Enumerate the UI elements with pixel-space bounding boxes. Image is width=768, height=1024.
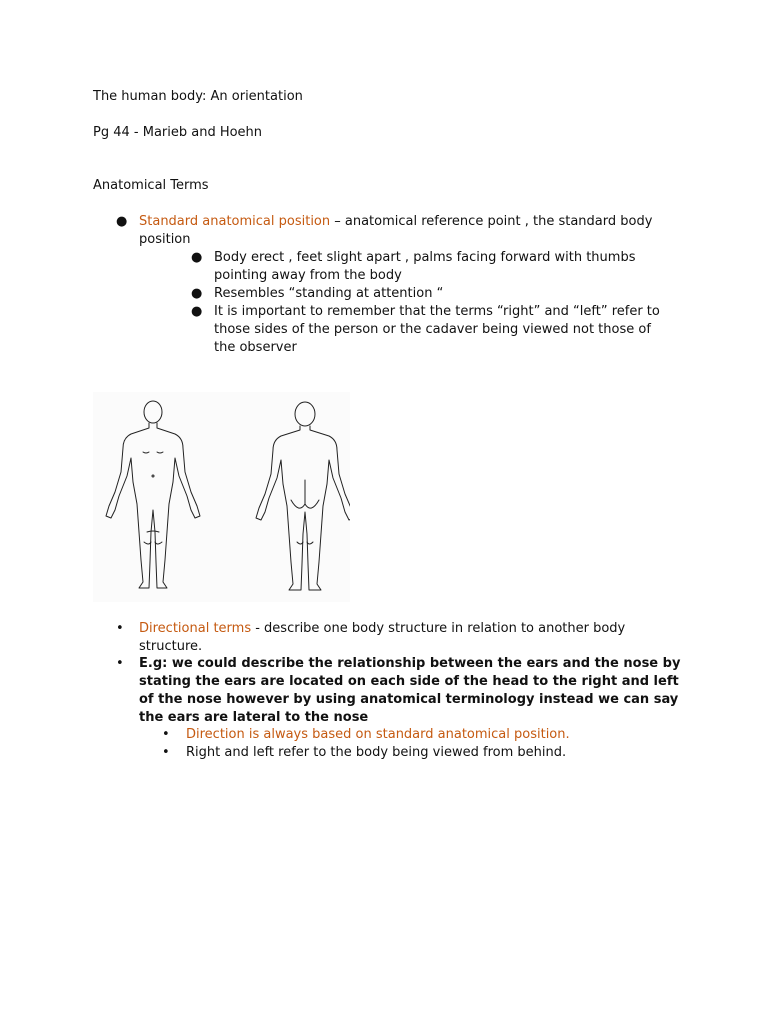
example-text: E.g: we could describe the relationship between the ears and the nose by stating the ears are located on each side of the head to the right and left of the nose however by using anatomical terminology instead we can say the ears are lateral to the nose [139, 656, 681, 725]
standard-position-definition: – anatomical reference point , the standard body position [139, 214, 653, 247]
bullet-icon: • [162, 727, 170, 742]
front-view-body [106, 401, 200, 588]
bullet-icon: ● [191, 304, 203, 319]
directional-terms-definition: - describe one body structure in relation to another body structure. [139, 621, 626, 654]
anatomical-position-figure [93, 392, 350, 602]
bullet-icon: ● [191, 286, 203, 301]
reference-line: Pg 44 - Marieb and Hoehn [93, 125, 263, 140]
subitem-text: Body erect , feet slight apart , palms facing forward with thumbs pointing away from the body [214, 250, 636, 283]
back-view-body [256, 402, 350, 590]
directional-terms-term: Directional terms [139, 621, 252, 636]
standard-position-text [139, 213, 659, 249]
bullet-icon: • [162, 745, 170, 760]
subitem-text: Resembles “standing at attention “ [214, 286, 444, 301]
bullet-icon: • [116, 621, 124, 636]
subitem-text: Right and left refer to the body being viewed from behind. [186, 745, 567, 760]
bullet-icon: • [116, 656, 124, 671]
bullet-icon: ● [191, 250, 203, 265]
document-title: The human body: An orientation [93, 89, 303, 104]
directional-terms-text [139, 620, 639, 656]
body-outline-illustration [93, 392, 350, 602]
subitem-text: Direction is always based on standard anatomical position. [186, 727, 570, 742]
section-heading: Anatomical Terms [93, 178, 209, 193]
subitem-text: It is important to remember that the terms “right” and “left” refer to those sides of the person or the cadaver being viewed not those of the observer [214, 304, 660, 355]
bullet-icon: ● [116, 214, 128, 229]
standard-position-term: Standard anatomical position [139, 214, 331, 229]
